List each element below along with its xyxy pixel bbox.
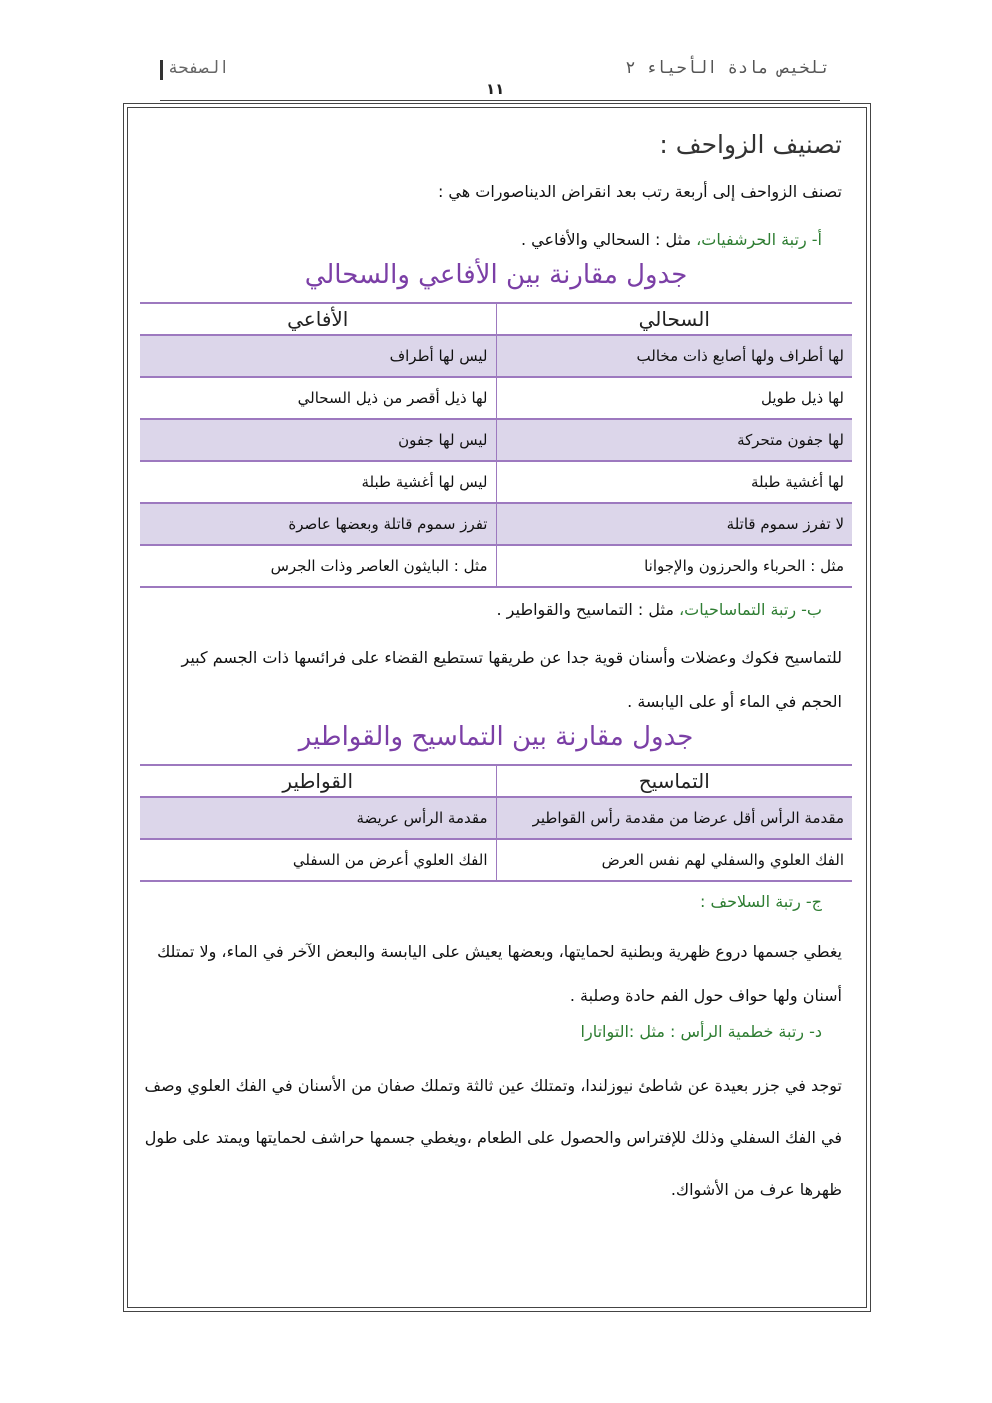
table2-header-crocodiles: التماسيح (496, 765, 852, 797)
header-title: تلخيص مادة الأحياء ٢ (625, 58, 830, 78)
order-a-rest: مثل : السحالي والأفاعي . (520, 230, 692, 249)
table-row (140, 335, 852, 377)
order-d-name: رتبة خطمية الرأس : مثل :التواتارا (580, 1022, 804, 1041)
table-cell: لها ذيل طويل (496, 377, 852, 419)
table1-header-snakes: الأفاعي (140, 303, 496, 335)
table-cell: ليس لها جفون (140, 419, 496, 461)
order-d-marker: د- (809, 1022, 822, 1041)
table-cell: الفك العلوي والسفلي لهم نفس العرض (496, 839, 852, 881)
table-cell: مثل : البايثون العاصر وذات الجرس (140, 545, 496, 587)
table-cell: لها ذيل أقصر من ذيل السحالي (140, 377, 496, 419)
table-row (140, 839, 852, 881)
table-row (140, 419, 852, 461)
table1-header-lizards: السحالي (496, 303, 852, 335)
order-a-line (521, 230, 822, 249)
table-cell: تفرز سموم قاتلة وبعضها عاصرة (140, 503, 496, 545)
order-b-rest: مثل : التماسيح والقواطير . (496, 600, 674, 619)
order-c-paragraph: يغطي جسمها دروع ظهرية وبطنية لحمايتها، وبعضها يعيش على اليابسة والبعض الآخر في الماء، ولا تمتلك أسنان ولها حواف حول الفم حادة وصلبة . (157, 942, 842, 1005)
order-c-name: رتبة السلاحف : (700, 892, 801, 911)
order-a-marker: أ- (811, 230, 822, 249)
table-cell: لها جفون متحركة (496, 419, 852, 461)
table2-header-alligators: القواطير (140, 765, 496, 797)
intro-text: تصنف الزواحف إلى أربعة رتب بعد انقراض الديناصورات هي : (437, 182, 842, 201)
table-cell: لها أطراف ولها أصابع ذات مخالب (496, 335, 852, 377)
table-row (140, 545, 852, 587)
table-cell: مثل : الحرباء والحرزون والإجوانا (496, 545, 852, 587)
order-d-paragraph: توجد في جزر بعيدة عن شاطئ نيوزلندا، وتمتلك عين ثالثة وتملك صفان من الأسنان في الفك العلوي وصف في الفك السفلي وذلك للإفتراس والحصول على الطعام ،ويغطي جسمها حراشف لحمايتها ويمتد على طول ظهرها عرف من الأشواك. (144, 1076, 842, 1199)
table-cell: ليس لها أطراف (140, 335, 496, 377)
table1-title: جدول مقارنة بين الأفاعي والسحالي (304, 260, 688, 290)
order-b-marker: ب- (801, 600, 822, 619)
order-b-paragraph: للتماسيح فكوك وعضلات وأسنان قوية جدا عن طريقها تستطيع القضاء على فرائسها ذات الجسم كبير الحجم في الماء أو على اليابسة . (181, 648, 842, 711)
table2 (140, 764, 852, 882)
table-cell: الفك العلوي أعرض من السفلي (140, 839, 496, 881)
order-a-name: رتبة الحرشفيات، (696, 230, 807, 249)
order-d-line (581, 1022, 822, 1041)
header-divider-bar (160, 60, 163, 80)
page-number: ١١ (486, 80, 505, 98)
header-rule (160, 100, 840, 101)
order-c-line (700, 892, 822, 911)
table-cell: مقدمة الرأس أقل عرضا من مقدمة رأس القواطير (496, 797, 852, 839)
table2-title: جدول مقارنة بين التماسيح والقواطير (298, 722, 694, 752)
table-cell: لا تفرز سموم قاتلة (496, 503, 852, 545)
table1 (140, 302, 852, 588)
order-b-name: رتبة التماساحيات، (679, 600, 797, 619)
table-cell: مقدمة الرأس عريضة (140, 797, 496, 839)
order-b-line (497, 600, 823, 619)
table-row (140, 503, 852, 545)
table-row (140, 797, 852, 839)
order-c-marker: ج- (805, 892, 822, 911)
header-page-label: الصفحة (168, 58, 230, 78)
table-row (140, 461, 852, 503)
section-title: تصنيف الزواحف : (659, 130, 842, 159)
table-row (140, 377, 852, 419)
table-cell: لها أغشية طبلة (496, 461, 852, 503)
table-cell: ليس لها أغشية طبلة (140, 461, 496, 503)
